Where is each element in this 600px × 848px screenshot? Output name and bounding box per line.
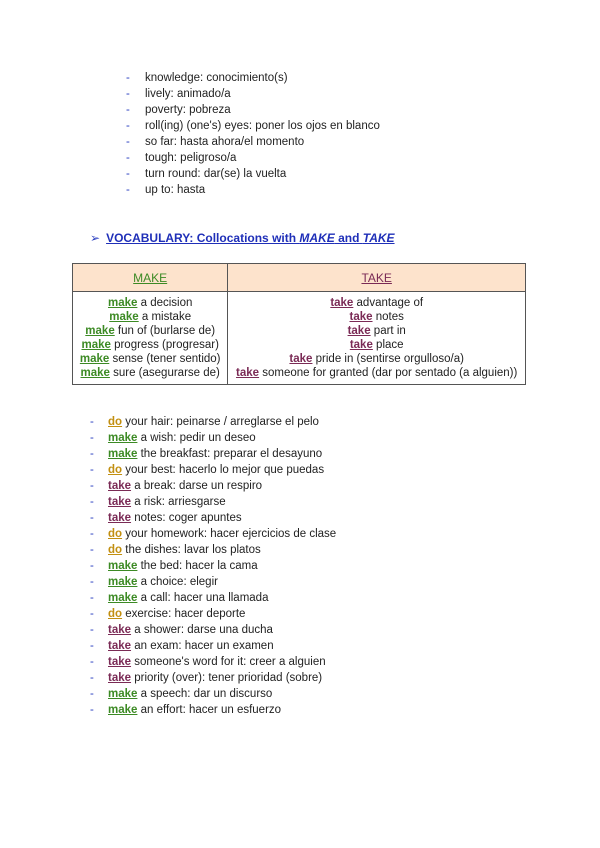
make-row (79, 324, 221, 338)
collocation-item (90, 510, 336, 526)
collocation-verb: take (108, 496, 132, 508)
collocation-verb: do (108, 416, 123, 428)
dash-bullet-icon: - (90, 640, 94, 652)
vocab-item-text: tough: peligroso/a (145, 152, 237, 164)
take-verb: take (289, 353, 313, 365)
dash-bullet-icon: - (90, 512, 94, 524)
collocation-text: your homework: hacer ejercicios de clase (122, 528, 337, 540)
dash-bullet-icon: - (90, 656, 94, 668)
make-row-text: fun of (burlarse de) (114, 325, 216, 337)
take-row-text: part in (370, 325, 406, 337)
collocation-text: priority (over): tener prioridad (sobre) (131, 672, 323, 684)
collocation-item (90, 414, 336, 430)
vocab-item-text: up to: hasta (145, 184, 206, 196)
vocab-item-text: lively: animado/a (145, 88, 231, 100)
collocation-verb: take (108, 656, 132, 668)
heading-text (106, 231, 394, 245)
collocation-text: exercise: hacer deporte (122, 608, 246, 620)
take-cell (228, 292, 526, 385)
dash-bullet-icon: - (90, 528, 94, 540)
take-verb: take (330, 297, 354, 309)
dash-bullet-icon: - (90, 704, 94, 716)
make-row-text: a decision (137, 297, 193, 309)
collocation-verb: make (108, 688, 138, 700)
take-row (234, 324, 519, 338)
dash-bullet-icon: - (126, 72, 130, 84)
collocation-verb: take (108, 624, 132, 636)
collocation-text: a speech: dar un discurso (137, 688, 273, 700)
collocation-item (90, 494, 336, 510)
vocab-item (126, 150, 380, 166)
collocation-item (90, 654, 336, 670)
collocation-verb: take (108, 512, 132, 524)
heading-take: TAKE (362, 231, 395, 245)
collocation-item (90, 606, 336, 622)
vocab-item (126, 70, 380, 86)
take-row-text: pride in (sentirse orgulloso/a) (312, 353, 464, 365)
collocation-item (90, 526, 336, 542)
dash-bullet-icon: - (90, 592, 94, 604)
dash-bullet-icon: - (90, 464, 94, 476)
make-row (79, 366, 221, 380)
vocab-item (126, 102, 380, 118)
dash-bullet-icon: - (126, 184, 130, 196)
dash-bullet-icon: - (126, 120, 130, 132)
vocab-item-text: knowledge: conocimiento(s) (145, 72, 288, 84)
collocation-text: a risk: arriesgarse (131, 496, 226, 508)
heading-make: MAKE (299, 231, 335, 245)
collocation-item (90, 462, 336, 478)
dash-bullet-icon: - (90, 688, 94, 700)
collocation-item (90, 702, 336, 718)
dash-bullet-icon: - (126, 104, 130, 116)
make-verb: make (81, 339, 111, 351)
collocation-text: a choice: elegir (137, 576, 218, 588)
make-row-text: sense (tener sentido) (109, 353, 221, 365)
take-row (234, 310, 519, 324)
take-row (234, 366, 519, 380)
collocation-item (90, 542, 336, 558)
collocation-text: notes: coger apuntes (131, 512, 242, 524)
collocation-verb: make (108, 448, 138, 460)
dash-bullet-icon: - (90, 672, 94, 684)
vocab-item-text: roll(ing) (one's) eyes: poner los ojos en blanco (145, 120, 380, 132)
collocation-text: a shower: darse una ducha (131, 624, 273, 636)
collocation-text: a break: darse un respiro (131, 480, 263, 492)
make-row-text: sure (asegurarse de) (109, 367, 220, 379)
collocation-verb: make (108, 432, 138, 444)
collocation-text: a call: hacer una llamada (137, 592, 269, 604)
dash-bullet-icon: - (90, 480, 94, 492)
take-verb: take (347, 325, 371, 337)
collocation-verb: make (108, 576, 138, 588)
make-row (79, 352, 221, 366)
collocation-item (90, 430, 336, 446)
collocation-item (90, 446, 336, 462)
collocation-item (90, 638, 336, 654)
take-row-text: notes (372, 311, 404, 323)
collocation-verb: take (108, 672, 132, 684)
collocation-item (90, 574, 336, 590)
dash-bullet-icon: - (90, 432, 94, 444)
make-verb: make (109, 311, 139, 323)
vocab-item (126, 134, 380, 150)
collocation-item (90, 558, 336, 574)
dash-bullet-icon: - (126, 136, 130, 148)
collocation-item (90, 686, 336, 702)
collocation-item (90, 590, 336, 606)
collocation-verb: do (108, 464, 123, 476)
collocation-text: your best: hacerlo lo mejor que puedas (122, 464, 325, 476)
collocation-verb: make (108, 592, 138, 604)
collocation-text: an exam: hacer un examen (131, 640, 274, 652)
dash-bullet-icon: - (90, 624, 94, 636)
dash-bullet-icon: - (90, 496, 94, 508)
collocation-item (90, 478, 336, 494)
take-verb: take (349, 339, 373, 351)
dash-bullet-icon: - (126, 88, 130, 100)
make-verb: make (107, 297, 138, 309)
make-verb: make (85, 325, 115, 337)
collocation-text: someone's word for it: creer a alguien (131, 656, 326, 668)
vocabulary-list (126, 70, 380, 198)
dash-bullet-icon: - (90, 560, 94, 572)
dash-bullet-icon: - (126, 168, 130, 180)
dash-bullet-icon: - (90, 416, 94, 428)
collocations-table (72, 263, 526, 385)
make-column-header: MAKE (73, 264, 228, 292)
collocation-text: the bed: hacer la cama (137, 560, 258, 572)
section-heading (90, 231, 395, 245)
collocation-verb: do (108, 608, 123, 620)
collocation-verb: do (108, 544, 123, 556)
take-row (234, 352, 519, 366)
collocation-item (90, 622, 336, 638)
make-row-text: a mistake (138, 311, 192, 323)
arrow-bullet-icon: ➢ (90, 231, 101, 245)
collocation-verb: take (108, 640, 132, 652)
collocation-text: the dishes: lavar los platos (122, 544, 261, 556)
collocation-text: an effort: hacer un esfuerzo (137, 704, 282, 716)
take-row-text: advantage of (353, 297, 424, 309)
make-row-text: progress (progresar) (110, 339, 219, 351)
vocab-item (126, 86, 380, 102)
vocab-item-text: poverty: pobreza (145, 104, 231, 116)
vocab-item (126, 166, 380, 182)
dash-bullet-icon: - (126, 152, 130, 164)
dash-bullet-icon: - (90, 576, 94, 588)
collocation-item (90, 670, 336, 686)
make-verb: make (79, 353, 110, 365)
make-cell (73, 292, 228, 385)
heading-prefix: VOCABULARY: Collocations with (106, 231, 300, 245)
collocation-text: your hair: peinarse / arreglarse el pelo (122, 416, 319, 428)
collocations-list (90, 414, 336, 718)
make-row (79, 296, 221, 310)
make-verb: make (80, 367, 110, 379)
vocab-item-text: so far: hasta ahora/el momento (145, 136, 305, 148)
collocation-text: the breakfast: preparar el desayuno (137, 448, 323, 460)
collocation-verb: take (108, 480, 132, 492)
collocation-verb: make (108, 560, 138, 572)
make-row (79, 338, 221, 352)
make-row (79, 310, 221, 324)
collocation-verb: make (108, 704, 138, 716)
take-row-text: someone for granted (dar por sentado (a alguien)) (259, 367, 518, 379)
collocation-text: a wish: pedir un deseo (137, 432, 256, 444)
take-row-text: place (372, 339, 404, 351)
dash-bullet-icon: - (90, 448, 94, 460)
take-row (234, 338, 519, 352)
dash-bullet-icon: - (90, 608, 94, 620)
vocab-item (126, 118, 380, 134)
vocab-item-text: turn round: dar(se) la vuelta (145, 168, 287, 180)
take-verb: take (349, 311, 373, 323)
collocation-verb: do (108, 528, 123, 540)
vocab-item (126, 182, 380, 198)
heading-and: and (334, 231, 363, 245)
take-column-header: TAKE (228, 264, 526, 292)
dash-bullet-icon: - (90, 544, 94, 556)
take-verb: take (236, 367, 260, 379)
take-row (234, 296, 519, 310)
